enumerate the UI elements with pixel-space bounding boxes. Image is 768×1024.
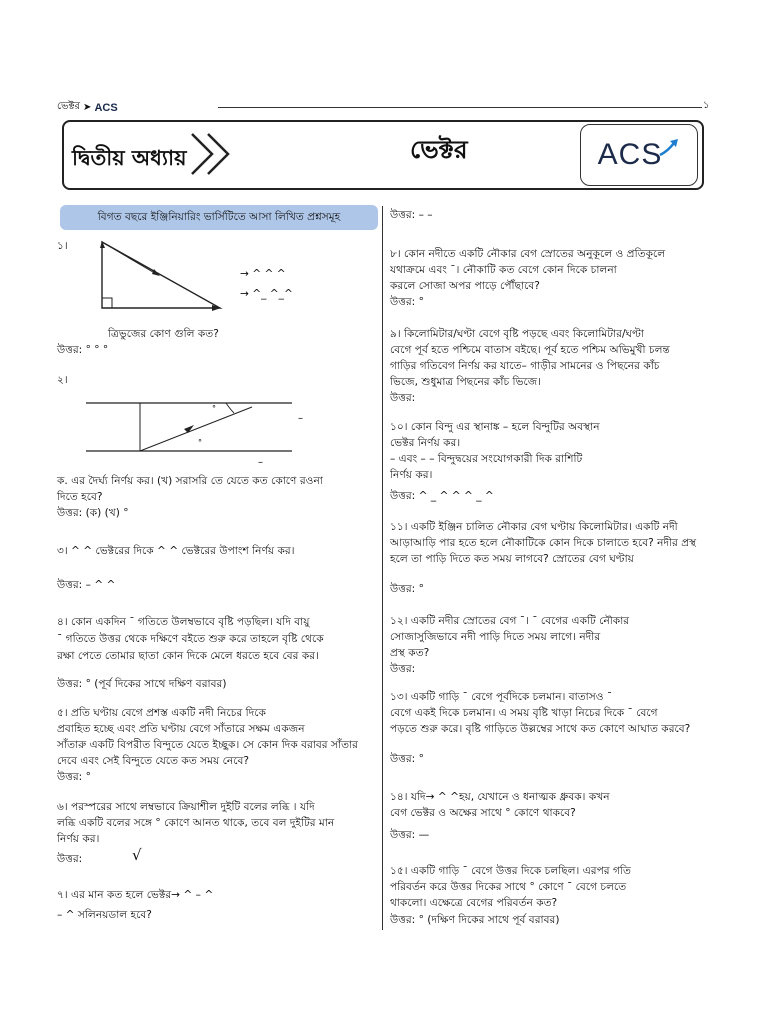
q8-line-3: করলে সোজা অপর পাড়ে পৌঁছাবে? bbox=[390, 280, 540, 292]
q5-line-1: ৫। প্রতি ঘণ্টায় বেগে প্রশস্ত একটি নদী নিচের দিকে bbox=[57, 707, 266, 719]
q2-line-1: ক. এর দৈর্ঘ্য নির্ণয় কর। (খ) সরাসরি তে যেতে কত কোণে রওনা bbox=[57, 475, 323, 487]
q10-line-2: ভেক্টর নির্ণয় কর। bbox=[390, 437, 461, 449]
acs-logo bbox=[580, 124, 698, 186]
q8-answer: উত্তর: ° bbox=[390, 296, 424, 308]
prev-answer: উত্তর: – – bbox=[390, 209, 433, 221]
q6-answer: উত্তর: bbox=[57, 853, 83, 865]
q6-line-1: ৬। পরস্পরের সাথে লম্বভাবে ক্রিয়াশীল দুইটি বলের লব্ধি । যদি bbox=[57, 801, 315, 813]
q5-line-4: দেবে এবং সেই বিন্দুতে যেতে কত সময় নেবে? bbox=[57, 755, 250, 767]
q12-line-3: প্রস্থ কত? bbox=[390, 647, 430, 659]
q4-line-2: ¯ গতিতে উত্তর থেকে দক্ষিণে বইতে শুরু করে তাহলে বৃষ্টি থেকে bbox=[57, 633, 324, 645]
q1-number: ১। bbox=[57, 240, 68, 252]
q15-line-1: ১৫। একটি গাড়ি ¯ বেগে উত্তর দিকে চলছিল। এরপর গতি bbox=[390, 865, 631, 877]
q10-answer: উত্তর: ^ _ ^ ^ ^ _ ^ bbox=[390, 490, 494, 502]
svg-text:°: ° bbox=[212, 404, 216, 413]
svg-text:°: ° bbox=[198, 438, 202, 447]
q10-line-4: নির্ণয় কর। bbox=[390, 469, 433, 481]
q14-line-1: ১৪। যদি→ ^ ^হয়, যেখানে ও ধনাত্মক ধ্রুবক। কখন bbox=[390, 791, 610, 803]
q9-line-2: বেগে পূর্ব হতে পশ্চিমে বাতাস বইছে। পূর্ব হতে পশ্চিম অভিমুখী চলন্ত bbox=[390, 344, 670, 356]
header-rule bbox=[218, 107, 702, 108]
page-title: ভেক্টর bbox=[410, 135, 468, 164]
q12-line-2: সোজাসুজিভাবে নদী পাড়ি দিতে সময় লাগে। নদীর bbox=[390, 631, 601, 643]
q8-line-2: যথাক্রমে এবং ¯। নৌকাটি কত বেগে কোন দিকে চালনা bbox=[390, 264, 617, 276]
acs-small-logo: ACS bbox=[94, 101, 118, 114]
q14-line-2: বেগ ভেক্টর ও অক্ষের সাথে ° কোণে থাকবে? bbox=[390, 807, 576, 819]
q2-number: ২। bbox=[57, 374, 68, 386]
q3-answer: উত্তর: – ^ ^ bbox=[57, 579, 116, 591]
breadcrumb bbox=[57, 99, 118, 116]
q13-line-1: ১৩। একটি গাড়ি ¯ বেগে পূর্বদিকে চলমান। বাতাসও ¯ bbox=[390, 691, 613, 703]
q7-line-2: – ^ সলিনয়ডাল হবে? bbox=[57, 909, 152, 921]
q1-vector-line-1: → ^ ^ ^ bbox=[240, 268, 286, 280]
q9-line-4: ভিজে, শুধুমাত্র পিছনের কাঁচ ভিজে। bbox=[390, 376, 541, 388]
q6-line-2: লব্ধি একটি বলের সঙ্গে ° কোণে আনত থাকে, তবে বল দুইটির মান bbox=[57, 817, 335, 829]
breadcrumb-arrow-icon: ➤ bbox=[83, 102, 92, 113]
q11-answer: উত্তর: ° bbox=[390, 583, 424, 595]
q12-answer: উত্তর: bbox=[390, 663, 416, 675]
q10-line-1: ১০। কোন বিন্দু এর স্থানাঙ্ক – হলে বিন্দুটির অবস্থান bbox=[390, 421, 600, 433]
q9-line-3: গাড়ির গতিবেগ নির্ণয় কর যাতে– গাড়ীর সামনের ও পিছনের কাঁচ bbox=[390, 360, 660, 372]
q11-line-1: ১১। একটি ইঞ্জিন চালিত নৌকার বেগ ঘণ্টায় কিলোমিটার। একটি নদী bbox=[390, 521, 678, 533]
q5-answer: উত্তর: ° bbox=[57, 771, 91, 783]
page-number: ১ bbox=[703, 100, 710, 111]
chevron-double-right-icon bbox=[188, 130, 238, 178]
q9-line-1: ৯। কিলোমিটার/ঘণ্টা বেগে বৃষ্টি পড়ছে এবং কিলোমিটার/ঘণ্টা bbox=[390, 328, 644, 340]
column-divider bbox=[382, 206, 383, 930]
q8-line-1: ৮। কোন নদীতে একটি নৌকার বেগ স্রোতের অনুকূলে ও প্রতিকূলে bbox=[390, 248, 666, 260]
sqrt-symbol: √ bbox=[132, 846, 142, 864]
q5-line-2: প্রবাহিত হচ্ছে এবং প্রতি ঘণ্টায় বেগে সাঁতারে সক্ষম একজন bbox=[57, 723, 305, 735]
q12-line-1: ১২। একটি নদীর স্রোতের বেগ ¯। ¯ বেগের একটি নৌকার bbox=[390, 615, 630, 627]
q1-answer: উত্তর: ° ° ° bbox=[57, 344, 109, 356]
q1-vector-line-2: → ^_ ^_^ bbox=[240, 288, 293, 300]
breadcrumb-label: ভেক্টর bbox=[57, 101, 81, 112]
q4-line-1: ৪। কোন একদিন ¯ গতিতে উলম্বভাবে বৃষ্টি পড়ছিল। যদি বায়ু bbox=[57, 616, 310, 628]
q13-answer: উত্তর: ° bbox=[390, 753, 424, 765]
q10-line-3: – এবং – – বিন্দুদ্বয়ের সংযোগকারী দিক রাশিটি bbox=[390, 453, 583, 465]
q4-line-3: রক্ষা পেতে তোমার ছাতা কোন দিকে মেলে ধরতে হবে বের কর। bbox=[57, 650, 319, 662]
q15-answer: উত্তর: ° (দক্ষিণ দিকের সাথে পূর্ব বরাবর) bbox=[390, 914, 560, 926]
q11-line-3: হলে তা পাড়ি দিতে কত সময় লাগবে? স্রোতের বেগ ঘণ্টায় bbox=[390, 553, 634, 565]
acs-logo-arrow-icon bbox=[658, 137, 680, 159]
q14-answer: উত্তর: — bbox=[390, 829, 430, 841]
q15-line-2: পরিবর্তন করে উত্তর দিকের সাথে ° কোণে ¯ বেগে চলতে bbox=[390, 881, 627, 893]
river-vector-diagram bbox=[86, 395, 316, 465]
q5-line-3: সাঁতারু একটি বিপরীত বিন্দুতে যেতে ইচ্ছুক। সে কোন দিক বরাবর সাঁতার bbox=[57, 739, 358, 751]
triangle-diagram bbox=[96, 238, 226, 314]
q4-answer: উত্তর: ° (পূর্ব দিকের সাথে দক্ষিণ বরাবর) bbox=[57, 678, 227, 690]
acs-logo-text: ACS bbox=[597, 138, 663, 171]
q2-answer: উত্তর: (ক) (খ) ° bbox=[57, 507, 129, 519]
q3-line: ৩। ^ ^ ভেক্টরের দিকে ^ ^ ভেক্টরের উপাংশ নির্ণয় কর। bbox=[57, 545, 295, 557]
q6-line-3: নির্ণয় কর। bbox=[57, 833, 100, 845]
q15-line-3: থাকলো। এক্ষেত্রে বেগের পরিবর্তন কত? bbox=[390, 897, 558, 909]
q1-question: ত্রিভুজের কোণ গুলি কত? bbox=[108, 328, 219, 340]
svg-text:–: – bbox=[298, 413, 303, 424]
q2-line-2: দিতে হবে? bbox=[57, 491, 103, 503]
q9-answer: উত্তর: bbox=[390, 392, 416, 404]
svg-text:–: – bbox=[258, 457, 263, 465]
q11-line-2: আড়াআড়ি পার হতে হলে নৌকাটিকে কোন দিকে চালাতে হবে? নদীর প্রস্থ bbox=[390, 537, 697, 549]
chapter-label: দ্বিতীয় অধ্যায় bbox=[72, 145, 187, 170]
q13-line-2: বেগে একই দিকে চলমান। এ সময় বৃষ্টি খাড়া নিচের দিকে ¯ বেগে bbox=[390, 707, 658, 719]
section-banner: বিগত বছরে ইঞ্জিনিয়ারিং ভার্সিটিতে আসা লিখিত প্রশ্নসমূহ bbox=[60, 205, 378, 230]
q13-line-3: পড়তে শুরু করে। বৃষ্টি গাড়িতে উল্লম্বের সাথে কত কোণে আঘাত করবে? bbox=[390, 723, 691, 735]
q7-line-1: ৭। এর মান কত হলে ভেক্টর→ ^ – ^ bbox=[57, 889, 214, 901]
